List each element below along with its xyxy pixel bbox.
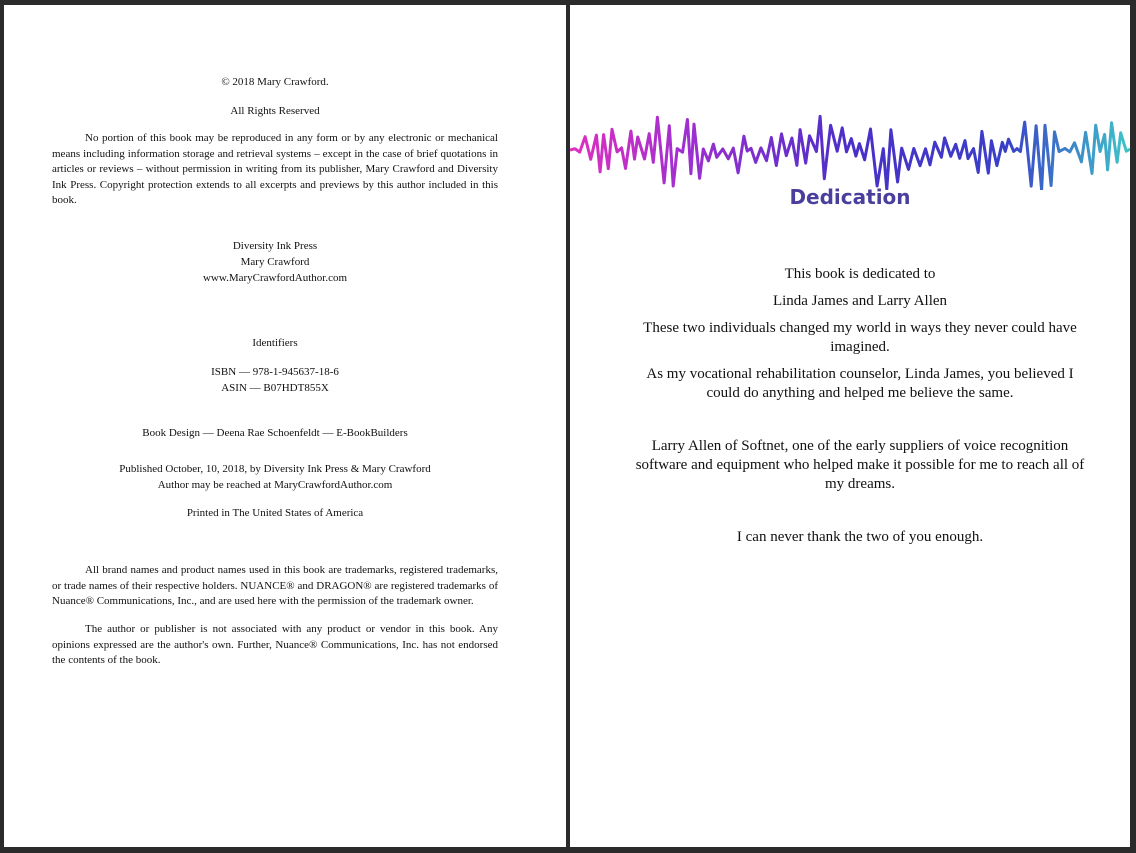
copyright-line: © 2018 Mary Crawford. bbox=[221, 76, 329, 88]
published-line: Published October, 10, 2018, by Diversity Ink Press & Mary Crawford bbox=[119, 463, 431, 475]
book-design-line: Book Design — Deena Rae Schoenfeldt — E-BookBuilders bbox=[142, 427, 408, 439]
identifiers-heading: Identifiers bbox=[252, 337, 298, 349]
copyright-page bbox=[4, 5, 566, 847]
publisher-name: Diversity Ink Press bbox=[232, 240, 318, 252]
contact-line: Author may be reached at MaryCrawfordAuthor.com bbox=[157, 479, 393, 491]
dedication-larry: Larry Allen of Softnet, one of the early suppliers of voice recognition software and equipment who helped make it possible for me to reach all of my dreams. bbox=[635, 438, 1085, 492]
dedication-linda: As my vocational rehabilitation counselor, Linda James, you believed I could do anything and helped me believe the same. bbox=[646, 366, 1074, 401]
trademark-paragraph: All brand names and product names used in this book are trademarks, registered trademarks, or trade names of their respective holders. NUANCE® and DRAGON® are registered trademarks of Nuance® Communications, Inc., and are used here with the permission of the trademark owner. bbox=[52, 564, 498, 607]
dedication-intro: This book is dedicated to bbox=[784, 266, 936, 282]
dedication-page bbox=[570, 5, 1130, 847]
dedication-paragraph: These two individuals changed my world in ways they never could have imagined. bbox=[643, 320, 1077, 355]
sound-wave-graphic bbox=[570, 105, 1130, 190]
disclaimer-paragraph: The author or publisher is not associated with any product or vendor in this book. Any opinions expressed are the author's own. Further, Nuance® Communications, Inc. has not endorsed the contents of the book. bbox=[52, 623, 498, 666]
isbn-line: ISBN — 978-1-945637-18-6 bbox=[211, 366, 339, 378]
printed-line: Printed in The United States of America bbox=[186, 507, 364, 519]
rights-line: All Rights Reserved bbox=[230, 105, 320, 117]
reproduction-notice: No portion of this book may be reproduced in any form or by any electronic or mechanical means including information storage and retrieval systems – except in the case of brief quotations in articles or reviews – without permission in writing from its publisher, Mary Crawford and Diversity Ink Press. Copyright protection extends to all excerpts and previews by this author included in this book. bbox=[52, 132, 498, 206]
wave-line bbox=[570, 116, 1130, 189]
author-name: Mary Crawford bbox=[240, 256, 310, 268]
asin-line: ASIN — B07HDT855X bbox=[221, 382, 329, 394]
author-website: www.MaryCrawfordAuthor.com bbox=[202, 272, 348, 284]
dedication-closing: I can never thank the two of you enough. bbox=[736, 529, 984, 545]
dedication-title: Dedication bbox=[789, 185, 911, 209]
dedication-names: Linda James and Larry Allen bbox=[772, 293, 948, 309]
